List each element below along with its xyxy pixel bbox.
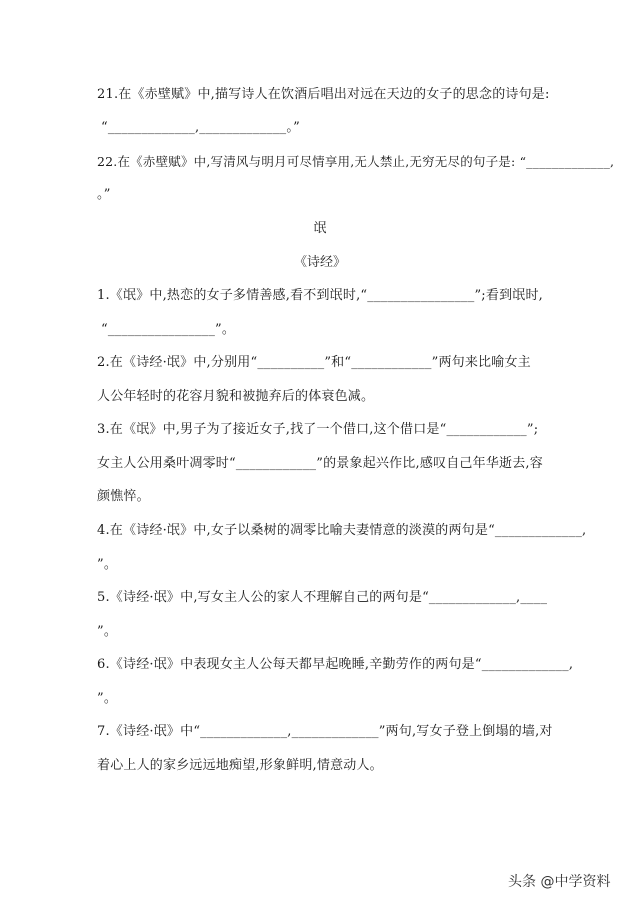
question-3-line-3: 颜憔悴。 (97, 489, 150, 504)
question-7-line-1: 7.《诗经·氓》中“_____________,_____________”两句,写女子登上倒塌的墙,对 (97, 724, 553, 739)
question-4-line-2: ”。 (97, 557, 118, 572)
question-21-line-1: 21.在《赤壁赋》中,描写诗人在饮酒后唱出对远在天边的女子的思念的诗句是: (97, 87, 550, 102)
question-3-line-2: 女主人公用桑叶凋零时“____________”的景象起兴作比,感叹自己年华逝去,容 (97, 456, 543, 471)
question-1-line-1: 1.《氓》中,热恋的女子多情善感,看不到氓时,“________________”;看到氓时, (97, 288, 544, 303)
question-5-line-2: ”。 (97, 624, 118, 639)
question-7-line-2: 着心上人的家乡远远地痴望,形象鲜明,情意动人。 (97, 758, 383, 773)
question-2-line-1: 2.在《诗经·氓》中,分别用“__________”和“____________”两句来比喻女主 (97, 355, 531, 370)
section-subtitle: 《诗经》 (293, 255, 346, 270)
section-title: 氓 (313, 221, 327, 236)
question-3-line-1: 3.在《氓》中,男子为了接近女子,找了一个借口,这个借口是“____________”; (97, 422, 539, 437)
question-6-line-2: ”。 (97, 691, 118, 706)
question-22-line-1: 22.在《赤壁赋》中,写清风与明月可尽情享用,无人禁止,无穷无尽的句子是: “_____________, (97, 154, 615, 169)
question-4-line-1: 4.在《诗经·氓》中,女子以桑树的凋零比喻夫妻情意的淡漠的两句是“_____________, (97, 523, 587, 538)
question-5-line-1: 5.《诗经·氓》中,写女主人公的家人不理解自己的两句是“_____________,____ (97, 590, 548, 605)
question-1-line-2: “________________”。 (101, 322, 236, 337)
watermark-text: 头条 @中学资料 (508, 874, 611, 890)
question-22-line-2: 。” (97, 187, 111, 202)
question-21-answer-blanks: “_____________,_____________。” (101, 120, 300, 135)
question-6-line-1: 6.《诗经·氓》中表现女主人公每天都早起晚睡,辛勤劳作的两句是“_____________, (97, 657, 574, 672)
question-2-line-2: 人公年轻时的花容月貌和被抛弃后的体衰色减。 (97, 389, 375, 404)
